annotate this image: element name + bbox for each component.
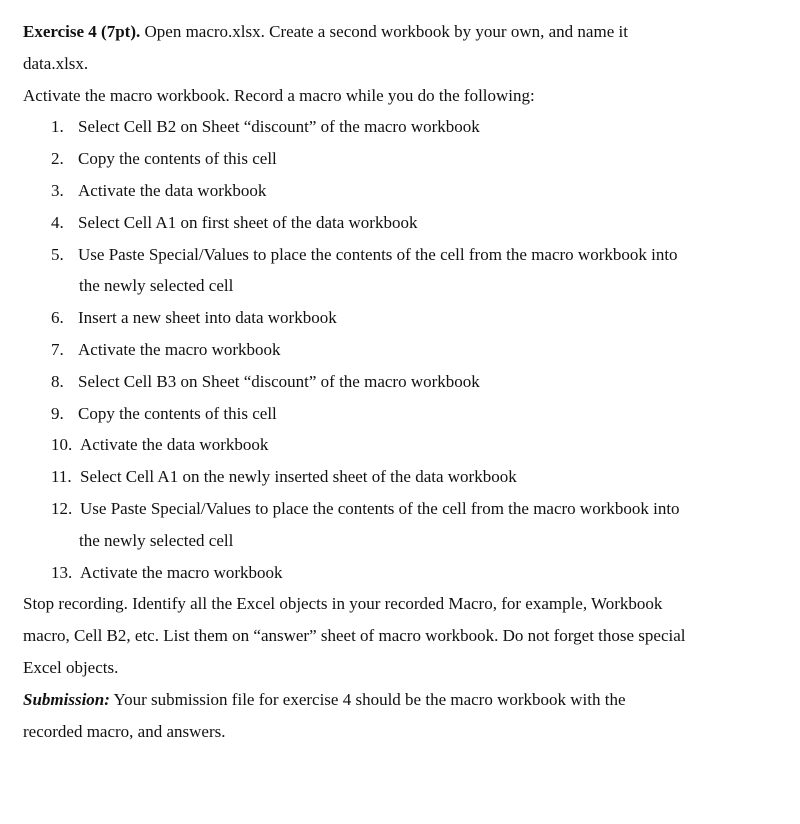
exercise-document [0, 16, 800, 824]
list-item [23, 175, 776, 207]
list-item [23, 302, 776, 334]
step-number: 1. [51, 117, 64, 137]
list-item [23, 493, 776, 525]
step-number: 13. [51, 562, 73, 582]
list-item [23, 207, 776, 239]
step-number: 2. [51, 149, 64, 169]
step-text: Select Cell A1 on first sheet of the data workbook [78, 212, 418, 232]
exercise-title: Exercise 4 (7pt). [23, 22, 141, 41]
list-item [23, 557, 776, 589]
exercise-intro-line2: data.xlsx. [23, 53, 89, 73]
step-continuation: the newly selected cell [79, 276, 234, 296]
list-item [23, 398, 776, 430]
list-item [23, 111, 776, 143]
list-item [23, 461, 776, 493]
step-number: 6. [51, 308, 64, 328]
submission-label: Submission: [23, 689, 110, 709]
stop-paragraph-line1: Stop recording. Identify all the Excel objects in your recorded Macro, for example, Workbook [23, 594, 663, 614]
step-text: Copy the contents of this cell [78, 403, 277, 423]
step-number: 12. [51, 498, 73, 518]
list-item [23, 239, 776, 271]
step-text: Insert a new sheet into data workbook [78, 308, 337, 328]
step-number: 10. [51, 435, 73, 455]
step-text: Select Cell A1 on the newly inserted sheet of the data workbook [80, 467, 517, 487]
step-number: 3. [51, 180, 64, 200]
list-item [23, 429, 776, 461]
step-number: 5. [51, 244, 64, 264]
step-text: Activate the data workbook [78, 180, 267, 200]
step-number: 4. [51, 212, 64, 232]
step-text: Use Paste Special/Values to place the contents of the cell from the macro workbook into [80, 498, 680, 518]
step-number: 9. [51, 403, 64, 423]
stop-paragraph-line2: macro, Cell B2, etc. List them on “answer” sheet of macro workbook. Do not forget those special [23, 626, 686, 646]
step-number: 7. [51, 339, 64, 359]
step-text: Activate the macro workbook [80, 562, 283, 582]
intro-text: Open macro.xlsx. Create a second workbook by your own, and name it [140, 22, 628, 41]
stop-paragraph-line3: Excel objects. [23, 657, 119, 677]
submission-line2: recorded macro, and answers. [23, 721, 226, 741]
step-number: 11. [51, 467, 72, 487]
step-text: Activate the data workbook [80, 435, 269, 455]
step-text: Select Cell B3 on Sheet “discount” of the macro workbook [78, 371, 480, 391]
list-item [23, 334, 776, 366]
steps-list [23, 111, 776, 588]
exercise-intro-line1 [23, 16, 776, 48]
step-number: 8. [51, 371, 64, 391]
step-text: Select Cell B2 on Sheet “discount” of the macro workbook [78, 117, 480, 137]
list-item [23, 366, 776, 398]
step-text: Copy the contents of this cell [78, 149, 277, 169]
submission-text: Your submission file for exercise 4 should be the macro workbook with the [109, 689, 626, 709]
submission-line1 [23, 684, 776, 716]
step-text: Activate the macro workbook [78, 339, 281, 359]
step-text: Use Paste Special/Values to place the contents of the cell from the macro workbook into [78, 244, 678, 264]
step-continuation: the newly selected cell [79, 530, 234, 550]
list-item [23, 143, 776, 175]
activate-instruction: Activate the macro workbook. Record a macro while you do the following: [23, 85, 535, 105]
